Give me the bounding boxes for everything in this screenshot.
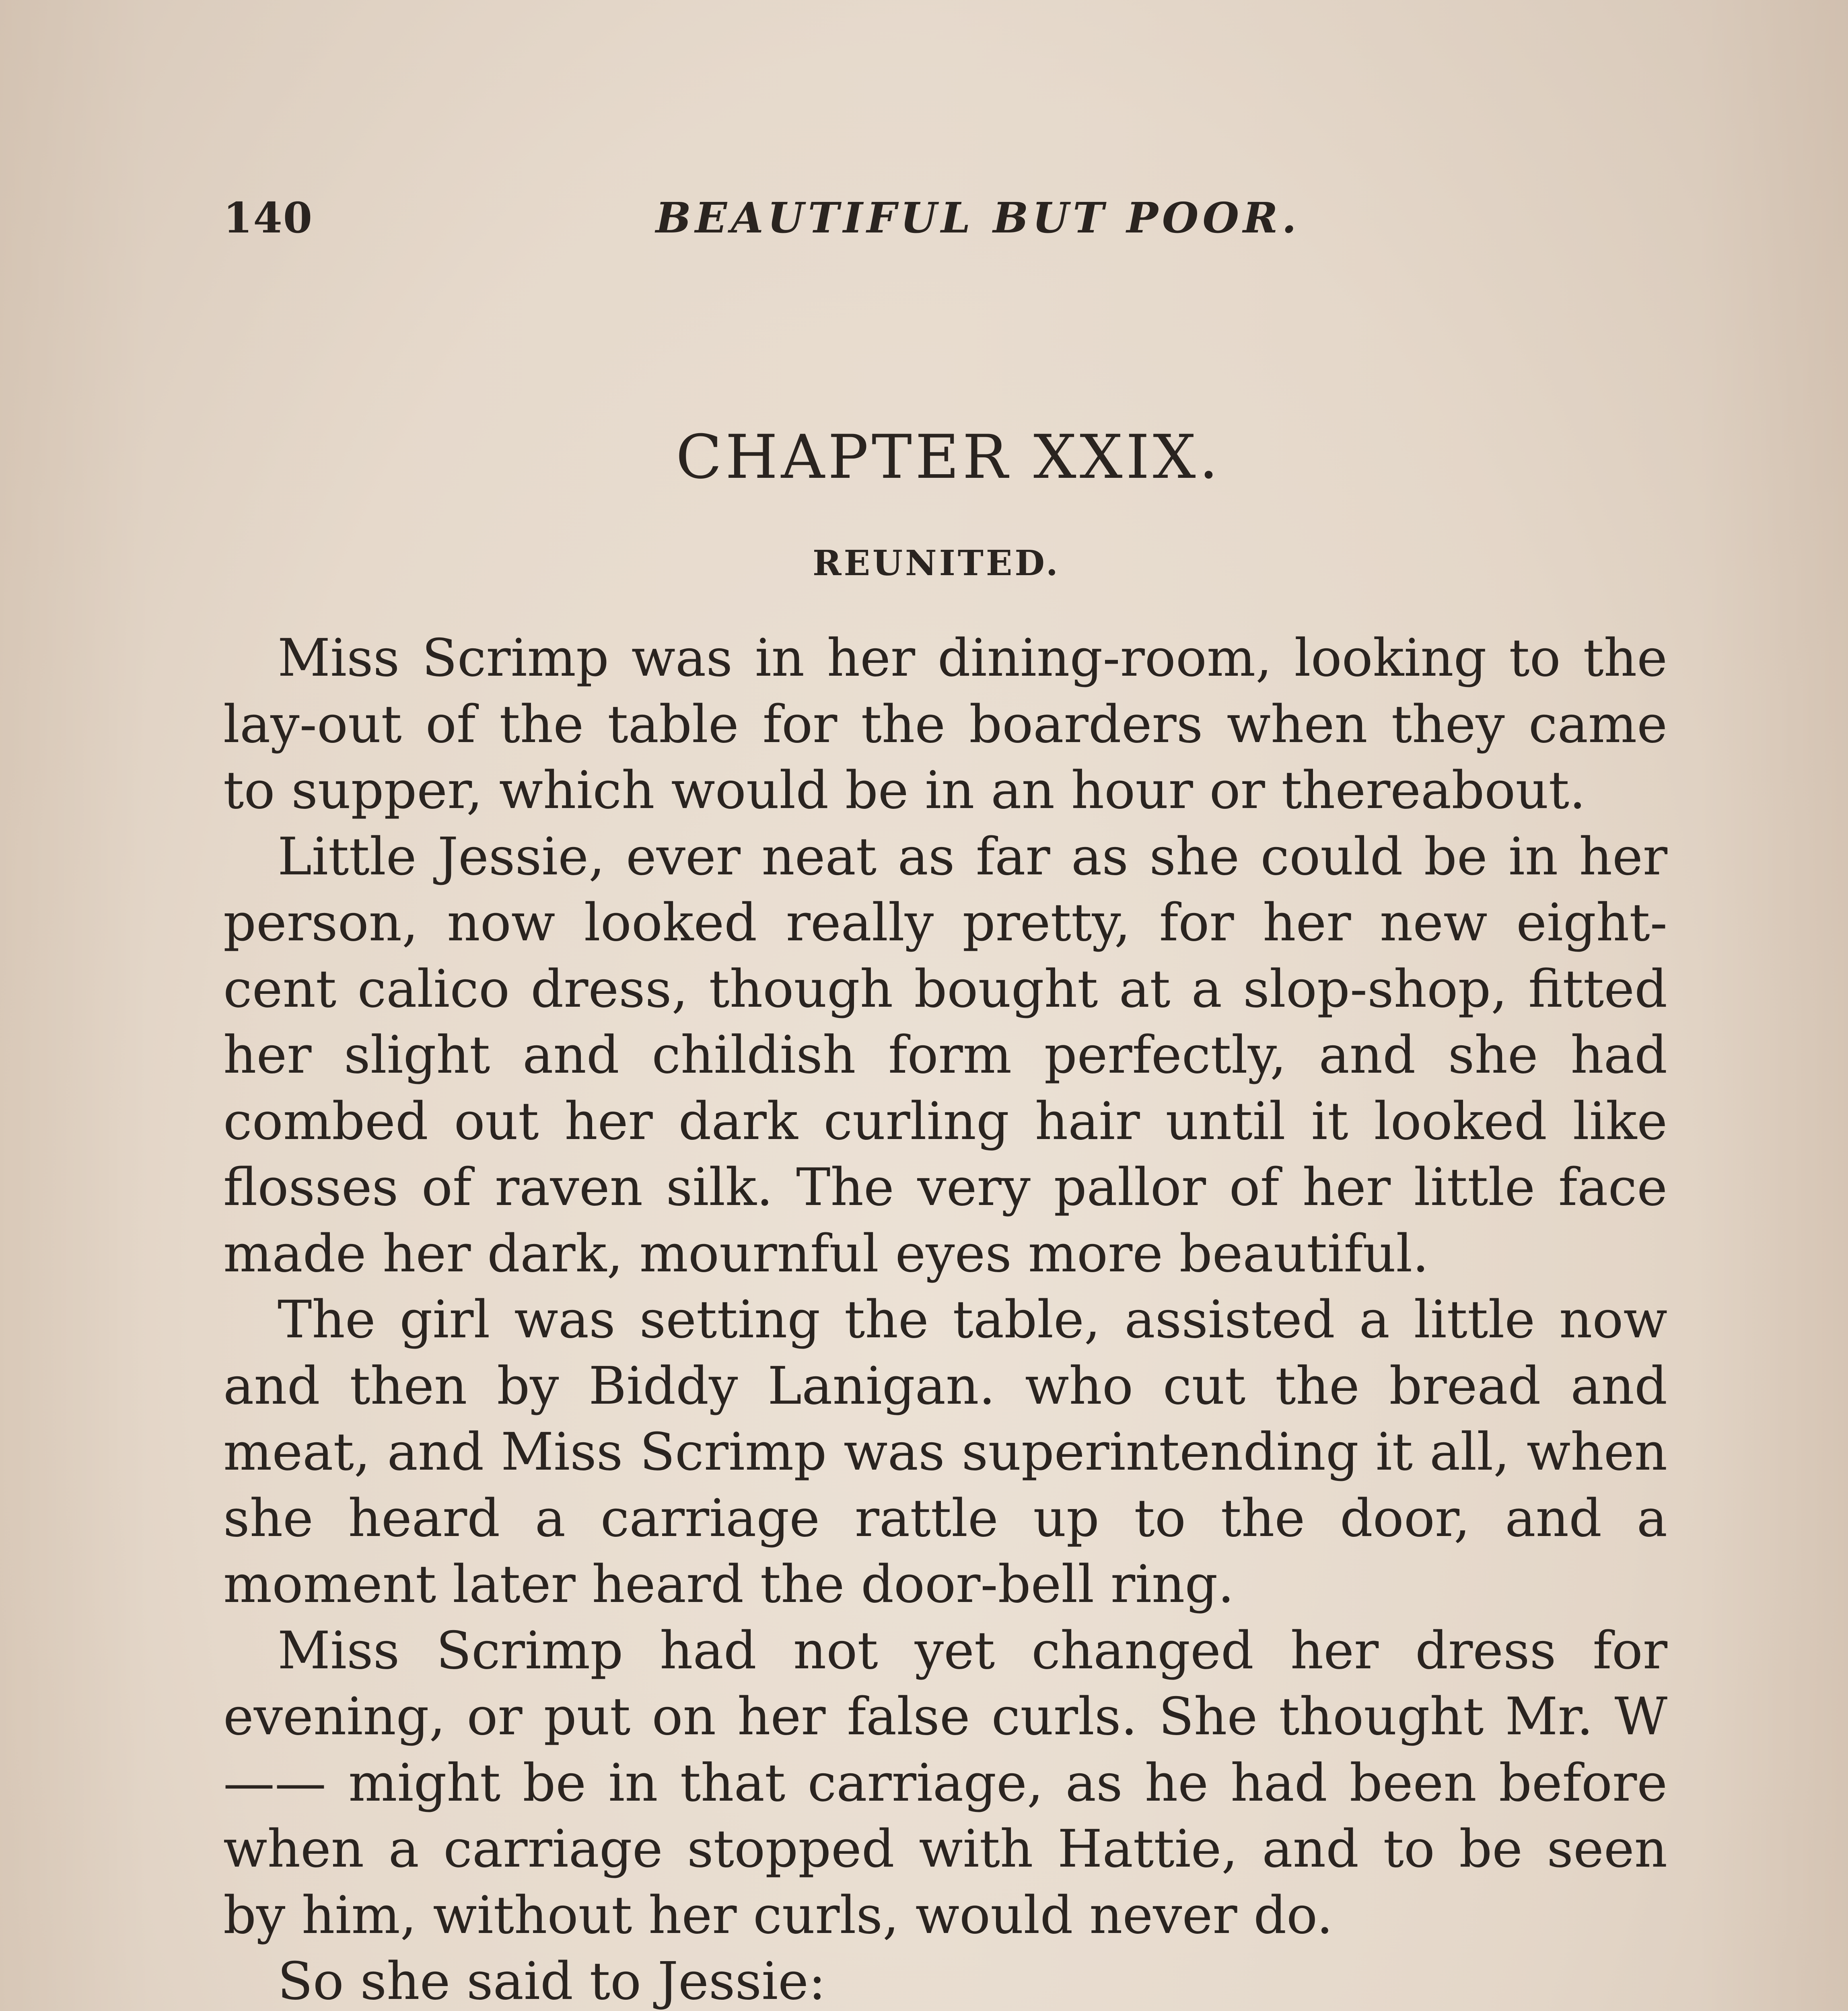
chapter-title: CHAPTER XXIX. (676, 422, 1222, 492)
paragraph: The girl was setting the table, assisted a little now and then by Biddy Lanigan. who cut the bread and meat, and Miss Scrimp was superintending it all, when she heard a carriage rattle up to the door, and a moment later heard the door-bell ring. (223, 1290, 1667, 1614)
page-header (223, 193, 1667, 257)
page-number: 140 (223, 193, 313, 243)
running-title: BEAUTIFUL BUT POOR. (656, 193, 1301, 243)
chapter-subtitle: REUNITED. (813, 543, 1060, 584)
paragraph: Miss Scrimp had not yet changed her dress for evening, or put on her false curls. She thought Mr. W—— might be in that carriage, as he had been before when a carriage stopped with Hattie, and to be seen by him, without her curls, would never do. (223, 1620, 1667, 1945)
paragraph: Miss Scrimp was in her dining-room, looking to the lay-out of the table for the boarders when they came to supper, which would be in an hour or thereabout. (223, 628, 1667, 820)
paragraph: So she said to Jessie: (278, 1951, 826, 2011)
paragraph: Little Jessie, ever neat as far as she could be in her person, now looked really pretty, for her new eight-cent calico dress, though bought at a slop-shop, fitted her slight and childish form perfectly, and she had combed out her dark curling hair until it looked like flosses of raven silk. The very pallor of her little face made her dark, mournful eyes more beautiful. (223, 827, 1667, 1284)
body-text (223, 625, 1667, 2011)
